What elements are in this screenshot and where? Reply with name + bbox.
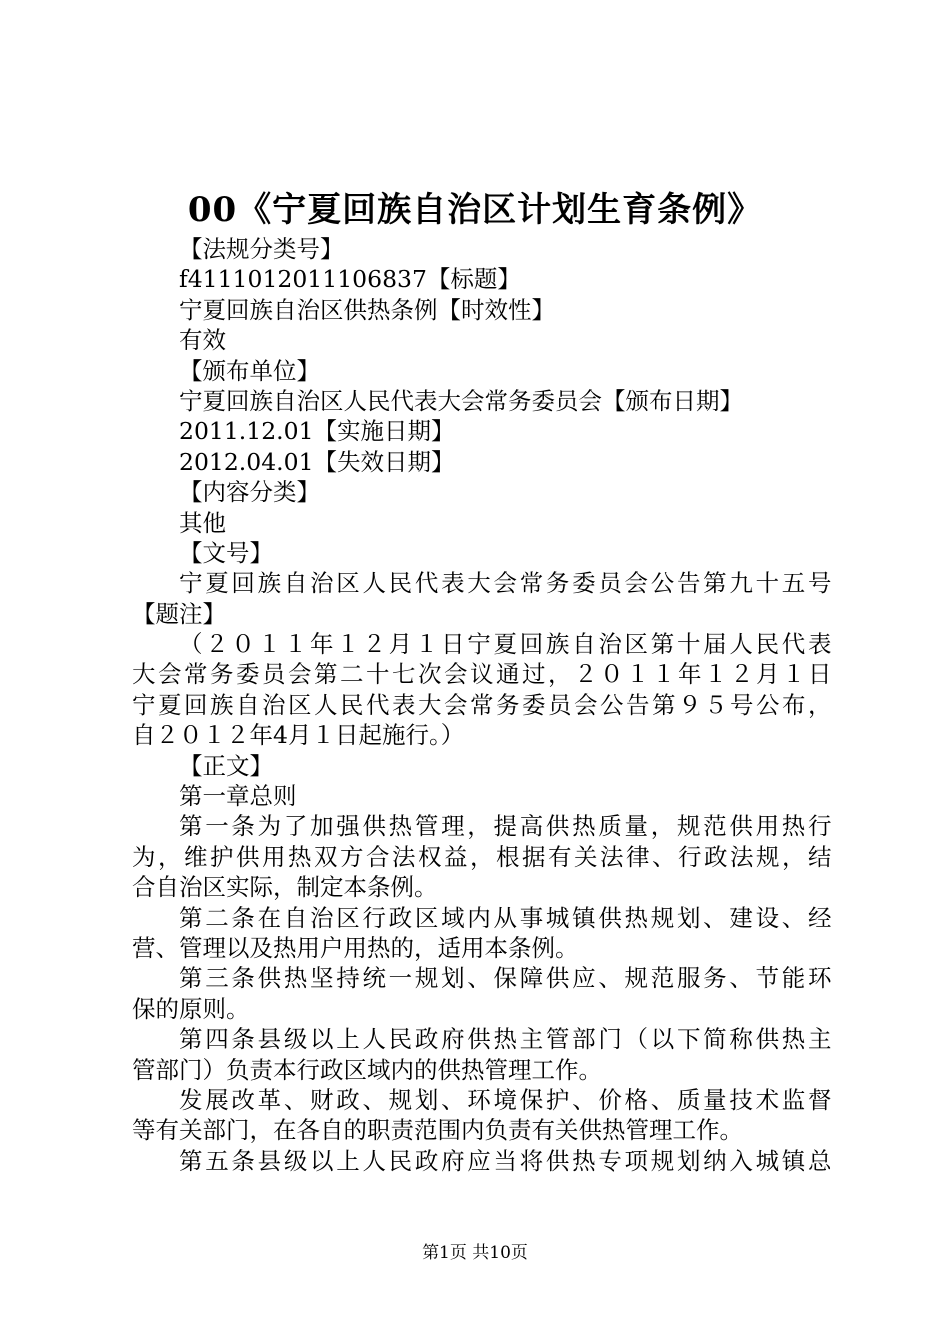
text-line: （２０１１年１２月１日宁夏回族自治区第十届人民代表 [179, 630, 832, 659]
text-line: 第一章总则 [179, 782, 297, 811]
text-line: 第三条供热坚持统一规划、保障供应、规范服务、节能环 [179, 964, 832, 993]
text-line: 管部门）负责本行政区域内的供热管理工作。 [132, 1055, 602, 1084]
text-line: 第一条为了加强供热管理，提高供热质量，规范供用热行 [179, 812, 832, 841]
text-line: 宁夏回族自治区供热条例【时效性】 [179, 295, 555, 324]
text-line: 【正文】 [179, 751, 273, 780]
page-footer: 第1页 共10页 [422, 1243, 528, 1263]
text-line: 第四条县级以上人民政府供热主管部门（以下简称供热主 [179, 1025, 832, 1054]
text-line: 等有关部门，在各自的职责范围内负责有关供热管理工作。 [132, 1116, 743, 1145]
text-line: 第二条在自治区行政区域内从事城镇供热规划、建设、经 [179, 903, 832, 932]
text-line: 自２０１２年4月１日起施行。） [132, 721, 465, 750]
text-line: 其他 [179, 508, 226, 537]
text-line: 有效 [179, 326, 226, 355]
text-line: 为，维护供用热双方合法权益，根据有关法律、行政法规，结 [132, 842, 832, 871]
text-line: 宁夏回族自治区人民代表大会常务委员会【颁布日期】 [179, 386, 743, 415]
text-line: 发展改革、财政、规划、环境保护、价格、质量技术监督 [179, 1085, 832, 1114]
text-line: 【颁布单位】 [179, 356, 320, 385]
document-body [132, 234, 832, 1176]
text-line: 【法规分类号】 [179, 235, 344, 263]
document-title: 00《宁夏回族自治区计划生育条例》 [187, 190, 763, 230]
text-line: 合自治区实际，制定本条例。 [132, 873, 438, 902]
text-line: 营、管理以及热用户用热的，适用本条例。 [132, 933, 579, 962]
text-line: 宁夏回族自治区人民代表大会常务委员会公告第９５号公布， [132, 690, 832, 719]
text-line: 【内容分类】 [179, 478, 320, 507]
text-line: 2011.12.01【实施日期】 [179, 417, 455, 446]
text-line: 第五条县级以上人民政府应当将供热专项规划纳入城镇总 [179, 1146, 832, 1175]
text-line: 【题注】 [132, 599, 226, 628]
text-line: 宁夏回族自治区人民代表大会常务委员会公告第九十五号 [179, 569, 832, 598]
text-line: 保的原则。 [132, 994, 250, 1023]
text-line: 【文号】 [179, 538, 273, 567]
text-line: 2012.04.01【失效日期】 [179, 447, 455, 476]
text-line: 大会常务委员会第二十七次会议通过，２０１１年１２月１日 [132, 660, 832, 689]
text-line: f4111012011106837【标题】 [179, 265, 521, 294]
